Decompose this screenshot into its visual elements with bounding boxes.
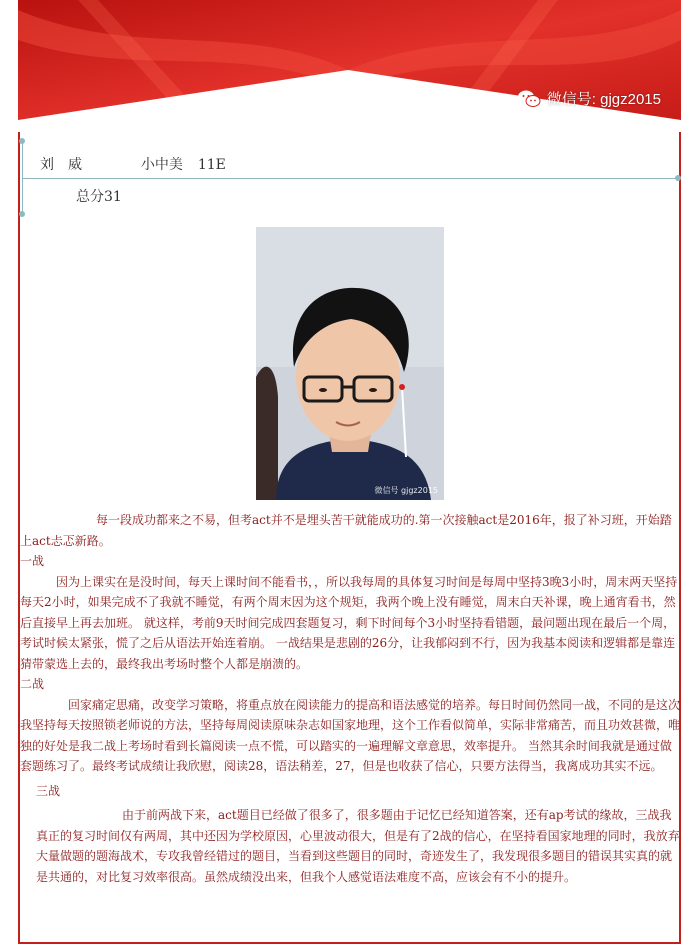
total-score: 总分31	[76, 189, 122, 205]
photo-watermark: 微信号 gjgz2015	[374, 486, 438, 495]
wechat-label: 微信号: gjgz2015	[546, 91, 661, 108]
section-heading: 三战	[36, 783, 61, 798]
section-text: 因为上课实在是没时间，每天上课时间不能看书，，所以我每周的具体复习时间是每周中坚持3晚3小时，周末两天坚持每天2小时，如果完成不了我就不睡觉，有两个周末因为这个规矩，我两个晚上没有睡觉，周末白天补课，晚上通宵看书，然后直接早上再去加班。 就这样，考前9天时间完成四套题复习，剩下时间每个3小时坚持看错题，最问题出现在最后一个周，考试时候太紧张，慌了之后从语法开始连着崩。 一战结果是悲剧的26分，让我郁闷到不行，因为我基本阅读和逻辑都是靠连猜带蒙选上去的，最终我出考场时整个人都是崩溃的。	[20, 574, 678, 671]
header-banner	[18, 0, 681, 132]
student-photo	[256, 227, 444, 500]
section-heading: 一战	[20, 554, 45, 568]
student-info	[40, 154, 226, 174]
section-heading: 二战	[20, 677, 45, 691]
section-text: 由于前两战下来，act题目已经做了很多了，很多题由于记忆已经知道答案，还有ap考试的缘故，三战我真正的复习时间仅有两周，其中还因为学校原因，心里波动很大，但是有了2战的信心，在坚持看国家地理的同时，我放弃大量做题的题海战术，专攻我曾经错过的题目，当看到这些题目的同时，奇迹发生了，我发现很多题目的错误其实真的就是共通的，对比复习效率很高。虽然成绩没出来，但我个人感觉语法难度不高，应该会有不小的提升。	[36, 808, 680, 884]
student-name: 刘 威	[40, 157, 82, 173]
banner-graphic	[18, 0, 681, 132]
decor-horizontal-line	[22, 178, 678, 179]
wechat-icon	[517, 89, 541, 109]
article-body	[20, 510, 680, 887]
decor-dot	[19, 138, 25, 144]
decor-vertical-line	[22, 140, 23, 214]
wechat-id	[517, 88, 661, 109]
decor-dot	[675, 175, 681, 181]
article-intro: 每一段成功都来之不易，但考act并不是埋头苦干就能成功的.第一次接触act是2016年，报了补习班，开始踏上act忐忑新路。	[20, 513, 672, 548]
decor-dot	[19, 211, 25, 217]
student-school: 小中美	[140, 157, 183, 173]
section-text: 回家痛定思痛，改变学习策略，将重点放在阅读能力的提高和语法感觉的培养。每日时间仍然同一战，不同的是这次我坚持每天按照锁老师说的方法，坚持每周阅读原味杂志如国家地理，这个工作看似简单，实际非常痛苦，而且功效甚微，唯独的好处是我二战上考场时看到长篇阅读一点不慌，可以踏实的一遍理解文章意思，效率提升。 当然其余时间我就是通过做套题练习了。最终考试成绩让我欣慰，阅读28，语法稍差，27，但是也收获了信心，只要方法得当，我离成功其实不远。	[20, 697, 681, 773]
student-grade: 11E	[197, 157, 226, 173]
